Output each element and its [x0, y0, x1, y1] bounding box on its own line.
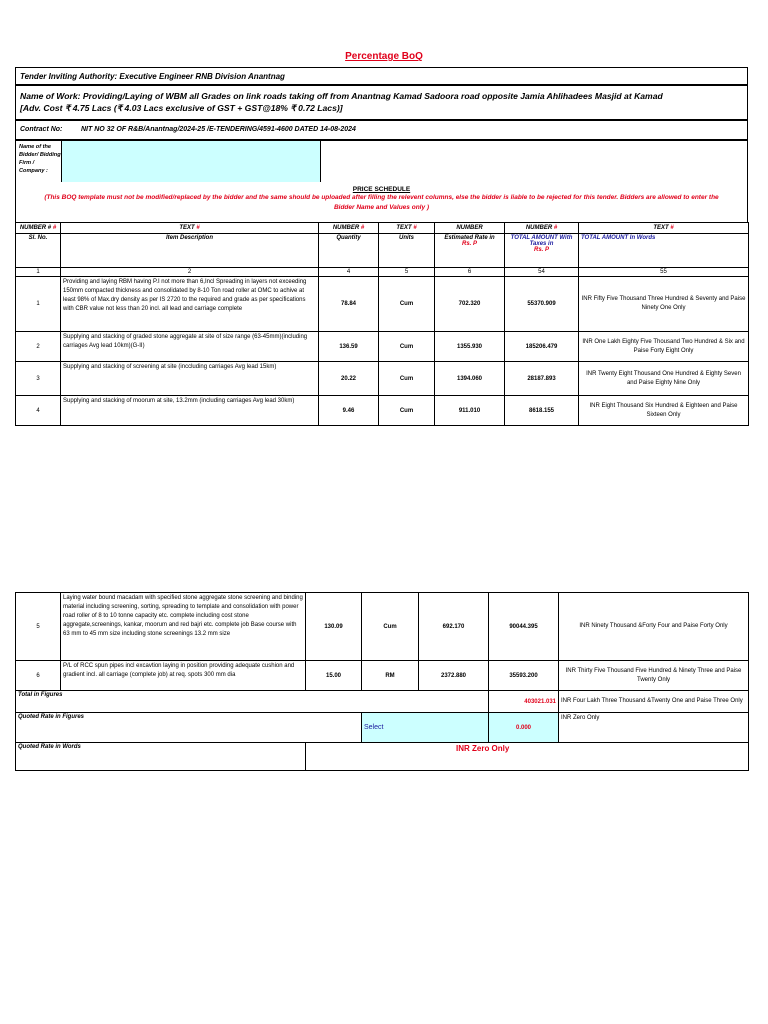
header-words: TOTAL AMOUNT In Words: [579, 234, 749, 268]
header-desc: Item Description: [61, 234, 319, 268]
contract-label: Contract No:: [20, 126, 63, 133]
select-dropdown[interactable]: Select: [362, 713, 489, 743]
price-schedule-heading: PRICE SCHEDULE: [352, 186, 411, 193]
quoted-words-value: INR Zero Only: [306, 743, 749, 771]
name-of-work-line1: Name of Work: Providing/Laying of WBM all Grades on link roads taking off from Anantnag Kamad Sadoora road opposite Jamia Ahlihadees Masjid at Kamad: [20, 91, 663, 101]
table-row: 6 P/L of RCC spun pipes incl excavtion laying in position providing adequate cushion and gradient incl. all carriage (complete job) at req. spots 300 mm dia 15.00 RM 2372.880 35593.200 INR Thirty Five Thousand Five Hundred & Ninety Three and Paise Twenty Only: [16, 661, 749, 691]
tender-authority: Tender Inviting Authority: Executive Engineer RNB Division Anantnag: [15, 67, 748, 85]
bidder-name-input[interactable]: [61, 141, 321, 182]
boq-table-bottom: [15, 592, 749, 771]
header-row: [16, 234, 749, 268]
column-number-row: 1 2 4 5 6 54 55: [16, 268, 749, 277]
table-row: 5 Laying water bound macadam with specified stone aggregate stone screening and binding material including screening, sorting, spreading to template and consolidation with power road roller of 8 to 10 tonne capacity etc. complete including cost stone aggregate,screenings, kankar, moorum and red bajri etc. complete job Base course with 63 mm to 45 mm size including stone screenings 13.2 mm size 130.09 Cum 692.170 90044.395 INR Ninety Thousand &Forty Four and Paise Forty Only: [16, 593, 749, 661]
contract-row: [15, 120, 748, 140]
quoted-figures-label: Quoted Rate in Figures: [16, 713, 362, 743]
quoted-figures-row: [16, 713, 749, 743]
total-value: 403021.031: [489, 691, 559, 713]
quoted-figures-words: INR Zero Only: [559, 713, 749, 743]
contract-value: NIT NO 32 OF R&B/Anantnag/2024-25 /E-TENDERING/4591-4600 DATED 14-08-2024: [81, 126, 356, 133]
boq-table-top: [15, 222, 749, 426]
name-of-work-line2: [Adv. Cost ₹ 4.75 Lacs (₹ 4.03 Lacs exclusive of GST + GST@18% ₹ 0.72 Lacs)]: [20, 103, 343, 113]
header-units: Units: [379, 234, 435, 268]
name-of-work: [15, 85, 748, 120]
table-row: 3 Supplying and stacking of screening at site (inccluding carriages Avg lead 15km) 20.22 Cum 1394.060 28187.893 INR Twenty Eight Thousand One Hundred & Eighty Seven and Paise Eighty Nine Only: [16, 362, 749, 396]
quoted-words-row: [16, 743, 749, 771]
header-qty: Quantity: [319, 234, 379, 268]
header-rate: Estimated Rate in Rs. P: [435, 234, 505, 268]
total-words: INR Four Lakh Three Thousand &Twenty One and Paise Three Only: [559, 691, 749, 713]
bidder-label: Name of the Bidder/ Bidding Firm / Company :: [19, 144, 61, 174]
header-total: TOTAL AMOUNT With Taxes in Rs. P: [505, 234, 579, 268]
template-warning: (This BOQ template must not be modified/replaced by the bidder and the same should be uploaded after filling the relevent columns, else the bidder is liable to be rejected for this tender. Bidders are allowed to enter the Bidder Name and Values only ): [44, 194, 719, 211]
price-schedule: [15, 182, 748, 223]
table-row: 4 Supplying and stacking of moorum at site, 13.2mm (including carriages Avg lead 30km) 9.46 Cum 911.010 8618.155 INR Eight Thousand Six Hundred & Eighteen and Paise Sixteen Only: [16, 396, 749, 426]
quoted-words-label: Quoted Rate in Words: [16, 743, 306, 771]
table-row: 1 Providing and laying RBM having P.I not more than 6,Incl Spreading in layers not exceeding 150mm compacted thickness and consolidated by 8-10 Ton road roller at OMC to achive at least 98% of Max.dry density as per IS 2720 to the required and grade as per specifications with CBR value not less than 20 incl. all lead and carriage complete 78.84 Cum 702.320 55370.909 INR Fifty Five Thousand Three Hundred & Seventy and Paise Ninety One Only: [16, 277, 749, 332]
quoted-value[interactable]: 0.000: [489, 713, 559, 743]
header-sl: Sl. No.: [16, 234, 61, 268]
type-row: NUMBER # # TEXT # NUMBER # TEXT # NUMBER NUMBER # TEXT #: [16, 223, 749, 234]
table-row: 2 Supplying and stacking of graded stone aggregate at site of size range (63-45mm)(including carriages Avg lead 10km)(G-II) 136.59 Cum 1355.930 185206.479 INR One Lakh Eighty Five Thousand Two Hundred & Six and Paise Forty Eight Only: [16, 332, 749, 362]
bidder-row: [15, 140, 748, 182]
total-label: Total in Figures: [16, 691, 489, 713]
total-row: [16, 691, 749, 713]
page-title: Percentage BoQ: [345, 51, 423, 62]
